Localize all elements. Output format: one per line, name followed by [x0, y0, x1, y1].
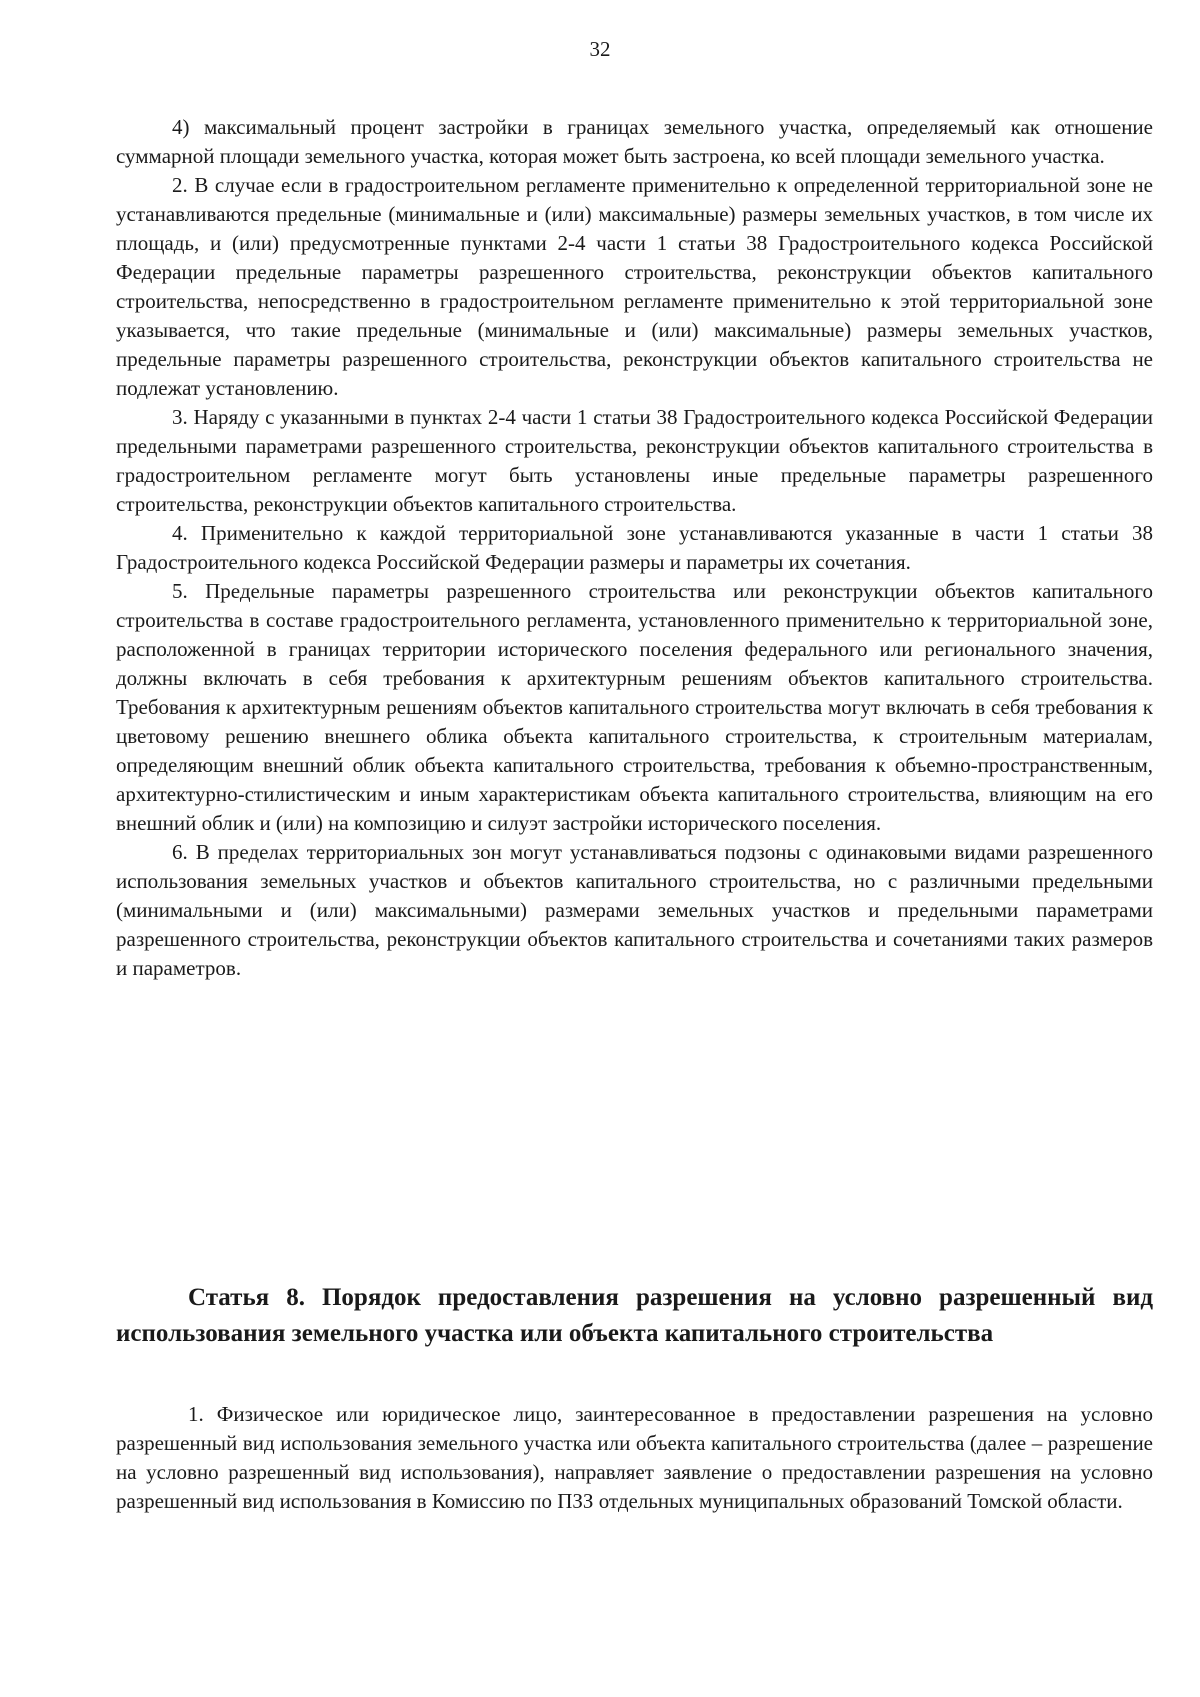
paragraph: 6. В пределах территориальных зон могут устанавливаться подзоны с одинаковыми видами разрешенного использования земельных участков и объектов капитального строительства, но с различными предельными (минимальными и (или) максимальными) размерами земельных участков и предельными параметрами разрешенного строительства, реконструкции объектов капитального строительства и сочетаниями таких размеров и параметров. [116, 840, 1153, 980]
paragraph: 4. Применительно к каждой территориальной зоне устанавливаются указанные в части 1 статьи 38 Градостроительного кодекса Российской Федерации размеры и параметры их сочетания. [116, 521, 1153, 574]
paragraph: 2. В случае если в градостроительном регламенте применительно к определенной территориальной зоне не устанавливаются предельные (минимальные и (или) максимальные) размеры земельных участков, в том числе их площадь, и (или) предусмотренные пунктами 2-4 части 1 статьи 38 Градостроительного кодекса Российской Федерации предельные параметры разрешенного строительства, реконструкции объектов капитального строительства, непосредственно в градостроительном регламенте применительно к этой территориальной зоне указывается, что такие предельные (минимальные и (или) максимальные) размеры земельных участков, предельные параметры разрешенного строительства, реконструкции объектов капитального строительства не подлежат установлению. [116, 173, 1153, 400]
paragraph: 1. Физическое или юридическое лицо, заинтересованное в предоставлении разрешения на условно разрешенный вид использования земельного участка или объекта капитального строительства (далее – разрешение на условно разрешенный вид использования), направляет заявление о предоставлении разрешения на условно разрешенный вид использования в Комиссию по ПЗЗ отдельных муниципальных образований Томской области. [116, 1402, 1153, 1513]
article-heading: Статья 8. Порядок предоставления разрешения на условно разрешенный вид использования земельного участка или объекта капитального строительства [116, 1284, 1153, 1347]
paragraph: 3. Наряду с указанными в пунктах 2-4 части 1 статьи 38 Градостроительного кодекса Российской Федерации предельными параметрами разрешенного строительства, реконструкции объектов капитального строительства в градостроительном регламенте могут быть установлены иные предельные параметры разрешенного строительства, реконструкции объектов капитального строительства. [116, 405, 1153, 516]
paragraph: 5. Предельные параметры разрешенного строительства или реконструкции объектов капитального строительства в составе градостроительного регламента, установленного применительно к территориальной зоне, расположенной в границах территории исторического поселения федерального или регионального значения, должны включать в себя требования к архитектурным решениям объектов капитального строительства. Требования к архитектурным решениям объектов капитального строительства могут включать в себя требования к цветовому решению внешнего облика объекта капитального строительства, к строительным материалам, определяющим внешний облик объекта капитального строительства, требования к объемно-пространственным, архитектурно-стилистическим и иным характеристикам объекта капитального строительства, влияющим на его внешний облик и (или) на композицию и силуэт застройки исторического поселения. [116, 579, 1153, 835]
body-text [116, 113, 1153, 983]
paragraph: 4) максимальный процент застройки в границах земельного участка, определяемый как отношение суммарной площади земельного участка, которая может быть застроена, ко всей площади земельного участка. [116, 115, 1153, 168]
article-body-text [116, 1400, 1153, 1516]
page-number: 32 [589, 37, 611, 61]
